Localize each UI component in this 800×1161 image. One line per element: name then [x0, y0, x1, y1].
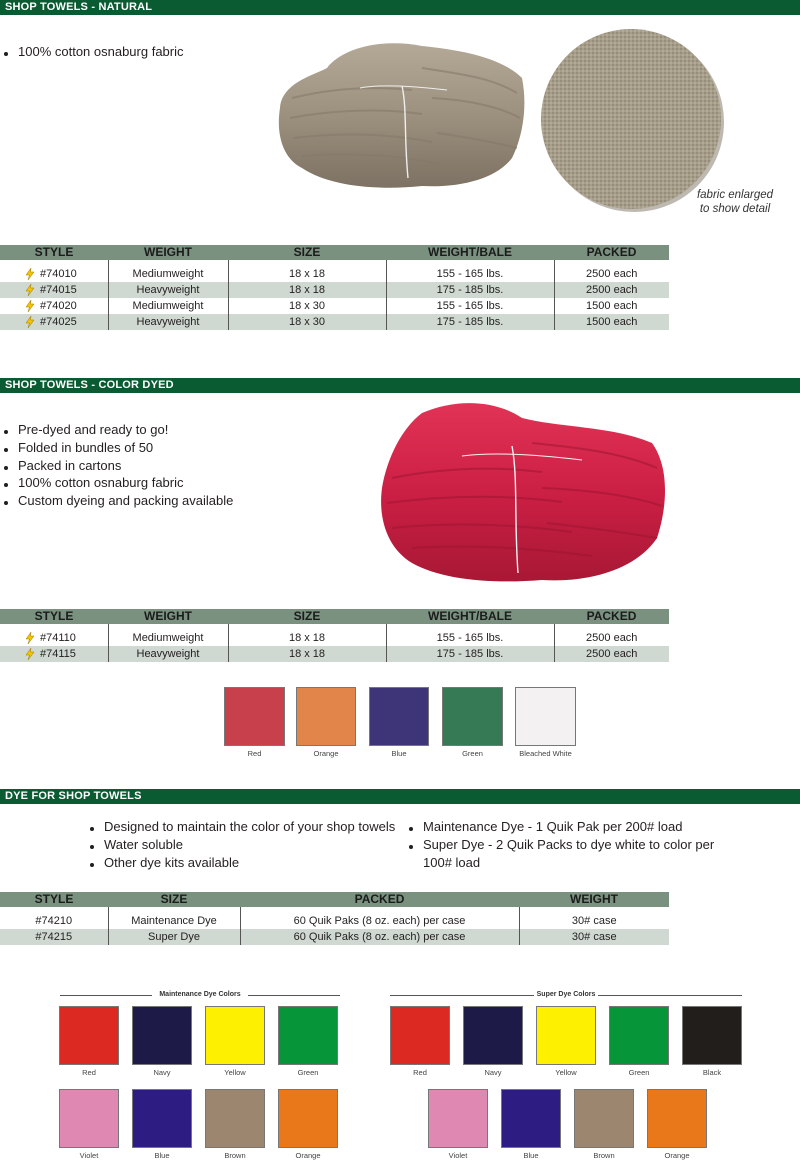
- weight-cell: Heavyweight: [108, 314, 228, 330]
- swatch-label: Black: [702, 1068, 722, 1077]
- swatch-label: Navy: [153, 1068, 171, 1077]
- table-row: [0, 630, 669, 646]
- bullet-item: Super Dye - 2 Quik Packs to dye white to color per 100# load: [405, 836, 725, 872]
- bullet-item: Designed to maintain the color of your shop towels: [86, 818, 396, 836]
- col-header-weight-bale: WEIGHT/BALE: [386, 609, 554, 624]
- color-swatch-navy: [132, 1006, 192, 1065]
- color-swatch-violet: [428, 1089, 488, 1148]
- packed-cell: 1500 each: [554, 314, 669, 330]
- lightning-icon: [25, 284, 35, 296]
- packed-cell: 2500 each: [554, 282, 669, 298]
- color-swatch-yellow: [205, 1006, 265, 1065]
- swatch-label: Red: [413, 1068, 427, 1077]
- table-row: [0, 929, 669, 945]
- swatch-label: Brown: [224, 1151, 246, 1160]
- style-cell: #74215: [0, 929, 108, 945]
- weight-cell: Heavyweight: [108, 282, 228, 298]
- color-swatch-green: [442, 687, 503, 746]
- table-row: [0, 314, 669, 330]
- lightning-icon: [25, 300, 35, 312]
- dye-bullets-right: [405, 818, 725, 871]
- dyed-bullets: [0, 421, 233, 510]
- col-header-weight: WEIGHT: [108, 609, 228, 624]
- swatch-label: Blue: [154, 1151, 170, 1160]
- swatch-label: Green: [462, 749, 483, 758]
- bullet-item: 100% cotton osnaburg fabric: [0, 43, 184, 61]
- color-swatch-green: [278, 1006, 338, 1065]
- table-row: [0, 298, 669, 314]
- swatch-label: Yellow: [224, 1068, 246, 1077]
- packed-cell: 60 Quik Paks (8 oz. each) per case: [240, 913, 519, 929]
- color-swatch-orange: [278, 1089, 338, 1148]
- size-cell: Maintenance Dye: [108, 913, 240, 929]
- fabric-caption: [690, 188, 780, 216]
- swatch-label: Orange: [295, 1151, 321, 1160]
- packed-cell: 2500 each: [554, 630, 669, 646]
- size-cell: 18 x 18: [228, 646, 386, 662]
- style-number: #74010: [40, 268, 77, 280]
- lightning-icon: [25, 268, 35, 280]
- swatch-label: Red: [82, 1068, 96, 1077]
- bullet-item: Packed in cartons: [0, 457, 233, 475]
- color-swatch-violet: [59, 1089, 119, 1148]
- swatch-label: Green: [297, 1068, 319, 1077]
- table-row: [0, 646, 669, 662]
- swatch-label: Violet: [448, 1151, 468, 1160]
- color-swatch-green: [609, 1006, 669, 1065]
- style-cell: [0, 298, 108, 314]
- swatch-label: Brown: [593, 1151, 615, 1160]
- table-row: [0, 913, 669, 929]
- color-swatch-bleached-white: [515, 687, 576, 746]
- color-swatch-brown: [574, 1089, 634, 1148]
- style-number: #74020: [40, 300, 77, 312]
- weight-cell: 30# case: [519, 929, 669, 945]
- weight-bale-cell: 155 - 165 lbs.: [386, 630, 554, 646]
- swatch-label: Bleached White: [519, 749, 572, 758]
- col-header-size: SIZE: [228, 609, 386, 624]
- group-title: Maintenance Dye Colors: [159, 991, 241, 998]
- style-number: #74115: [40, 648, 76, 660]
- natural-towel-bundle-image: [272, 38, 530, 198]
- color-swatch-red: [224, 687, 285, 746]
- color-swatch-brown: [205, 1089, 265, 1148]
- color-swatch-red: [390, 1006, 450, 1065]
- weight-bale-cell: 155 - 165 lbs.: [386, 298, 554, 314]
- lightning-icon: [25, 316, 35, 328]
- style-number: #74015: [40, 284, 77, 296]
- caption-line: to show detail: [699, 203, 771, 215]
- section-title-natural: SHOP TOWELS - NATURAL: [0, 0, 800, 15]
- color-swatch-blue: [501, 1089, 561, 1148]
- color-swatch-blue: [132, 1089, 192, 1148]
- col-header-weight: WEIGHT: [519, 892, 669, 907]
- weight-cell: Mediumweight: [108, 298, 228, 314]
- packed-cell: 1500 each: [554, 298, 669, 314]
- swatch-label: Navy: [484, 1068, 502, 1077]
- caption-line: fabric enlarged: [696, 189, 774, 201]
- swatch-label: Orange: [664, 1151, 690, 1160]
- color-swatch-navy: [463, 1006, 523, 1065]
- weight-bale-cell: 175 - 185 lbs.: [386, 282, 554, 298]
- col-header-packed: PACKED: [240, 892, 519, 907]
- style-cell: [0, 630, 108, 646]
- weight-bale-cell: 175 - 185 lbs.: [386, 646, 554, 662]
- section-title-dye: DYE FOR SHOP TOWELS: [0, 789, 800, 804]
- lightning-icon: [25, 632, 35, 644]
- color-swatch-blue: [369, 687, 429, 746]
- style-cell: #74210: [35, 915, 73, 927]
- dye-spec-table: [0, 892, 669, 945]
- col-header-style: STYLE: [0, 892, 108, 907]
- table-row: [0, 266, 669, 282]
- swatch-label: Green: [628, 1068, 650, 1077]
- bullet-item: Custom dyeing and packing available: [0, 492, 233, 510]
- swatch-label: Blue: [391, 749, 407, 758]
- lightning-icon: [25, 648, 35, 660]
- bullet-item: Maintenance Dye - 1 Quik Pak per 200# load: [405, 818, 725, 836]
- color-swatch-yellow: [536, 1006, 596, 1065]
- size-cell: 18 x 18: [228, 282, 386, 298]
- size-cell: 18 x 18: [228, 266, 386, 282]
- col-header-style: STYLE: [0, 609, 108, 624]
- size-cell: 18 x 18: [228, 630, 386, 646]
- col-header-style: STYLE: [0, 245, 108, 260]
- weight-cell: Heavyweight: [108, 646, 228, 662]
- col-header-packed: PACKED: [554, 245, 669, 260]
- weight-bale-cell: 155 - 165 lbs.: [386, 266, 554, 282]
- col-header-weight-bale: WEIGHT/BALE: [386, 245, 554, 260]
- packed-cell: 60 Quik Paks (8 oz. each) per case: [240, 929, 519, 945]
- group-title: Super Dye Colors: [536, 991, 596, 998]
- packed-cell: 2500 each: [554, 266, 669, 282]
- red-towel-bundle-image: [372, 398, 672, 588]
- maintenance-colors-heading: [60, 991, 340, 998]
- color-swatch-red: [59, 1006, 119, 1065]
- natural-bullets: [0, 43, 184, 61]
- section-title-color-dyed: SHOP TOWELS - COLOR DYED: [0, 378, 800, 393]
- super-colors-heading: [390, 991, 742, 998]
- color-swatch-black: [682, 1006, 742, 1065]
- style-number: #74110: [40, 632, 76, 644]
- style-number: #74025: [40, 316, 77, 328]
- swatch-label: Violet: [79, 1151, 99, 1160]
- weight-bale-cell: 175 - 185 lbs.: [386, 314, 554, 330]
- swatch-label: Blue: [523, 1151, 539, 1160]
- style-cell: [0, 314, 108, 330]
- dyed-spec-table: [0, 609, 669, 662]
- fabric-detail-image: [538, 26, 726, 214]
- size-cell: 18 x 30: [228, 314, 386, 330]
- style-cell: [0, 282, 108, 298]
- style-cell: [0, 266, 108, 282]
- style-cell: [0, 646, 108, 662]
- size-cell: 18 x 30: [228, 298, 386, 314]
- swatch-label: Orange: [313, 749, 339, 758]
- table-row: [0, 282, 669, 298]
- weight-cell: Mediumweight: [108, 630, 228, 646]
- bullet-item: Other dye kits available: [86, 854, 396, 872]
- weight-cell: 30# case: [519, 913, 669, 929]
- col-header-packed: PACKED: [554, 609, 669, 624]
- size-cell: Super Dye: [108, 929, 240, 945]
- bullet-item: Pre-dyed and ready to go!: [0, 421, 233, 439]
- bullet-item: Folded in bundles of 50: [0, 439, 233, 457]
- color-swatch-orange: [296, 687, 356, 746]
- col-header-weight: WEIGHT: [108, 245, 228, 260]
- bullet-item: Water soluble: [86, 836, 396, 854]
- bullet-item: 100% cotton osnaburg fabric: [0, 474, 233, 492]
- packed-cell: 2500 each: [554, 646, 669, 662]
- color-swatch-orange: [647, 1089, 707, 1148]
- swatch-label: Yellow: [555, 1068, 577, 1077]
- weight-cell: Mediumweight: [108, 266, 228, 282]
- swatch-label: Red: [247, 749, 262, 758]
- dye-bullets-left: [86, 818, 396, 871]
- col-header-size: SIZE: [108, 892, 240, 907]
- natural-spec-table: [0, 245, 669, 330]
- col-header-size: SIZE: [228, 245, 386, 260]
